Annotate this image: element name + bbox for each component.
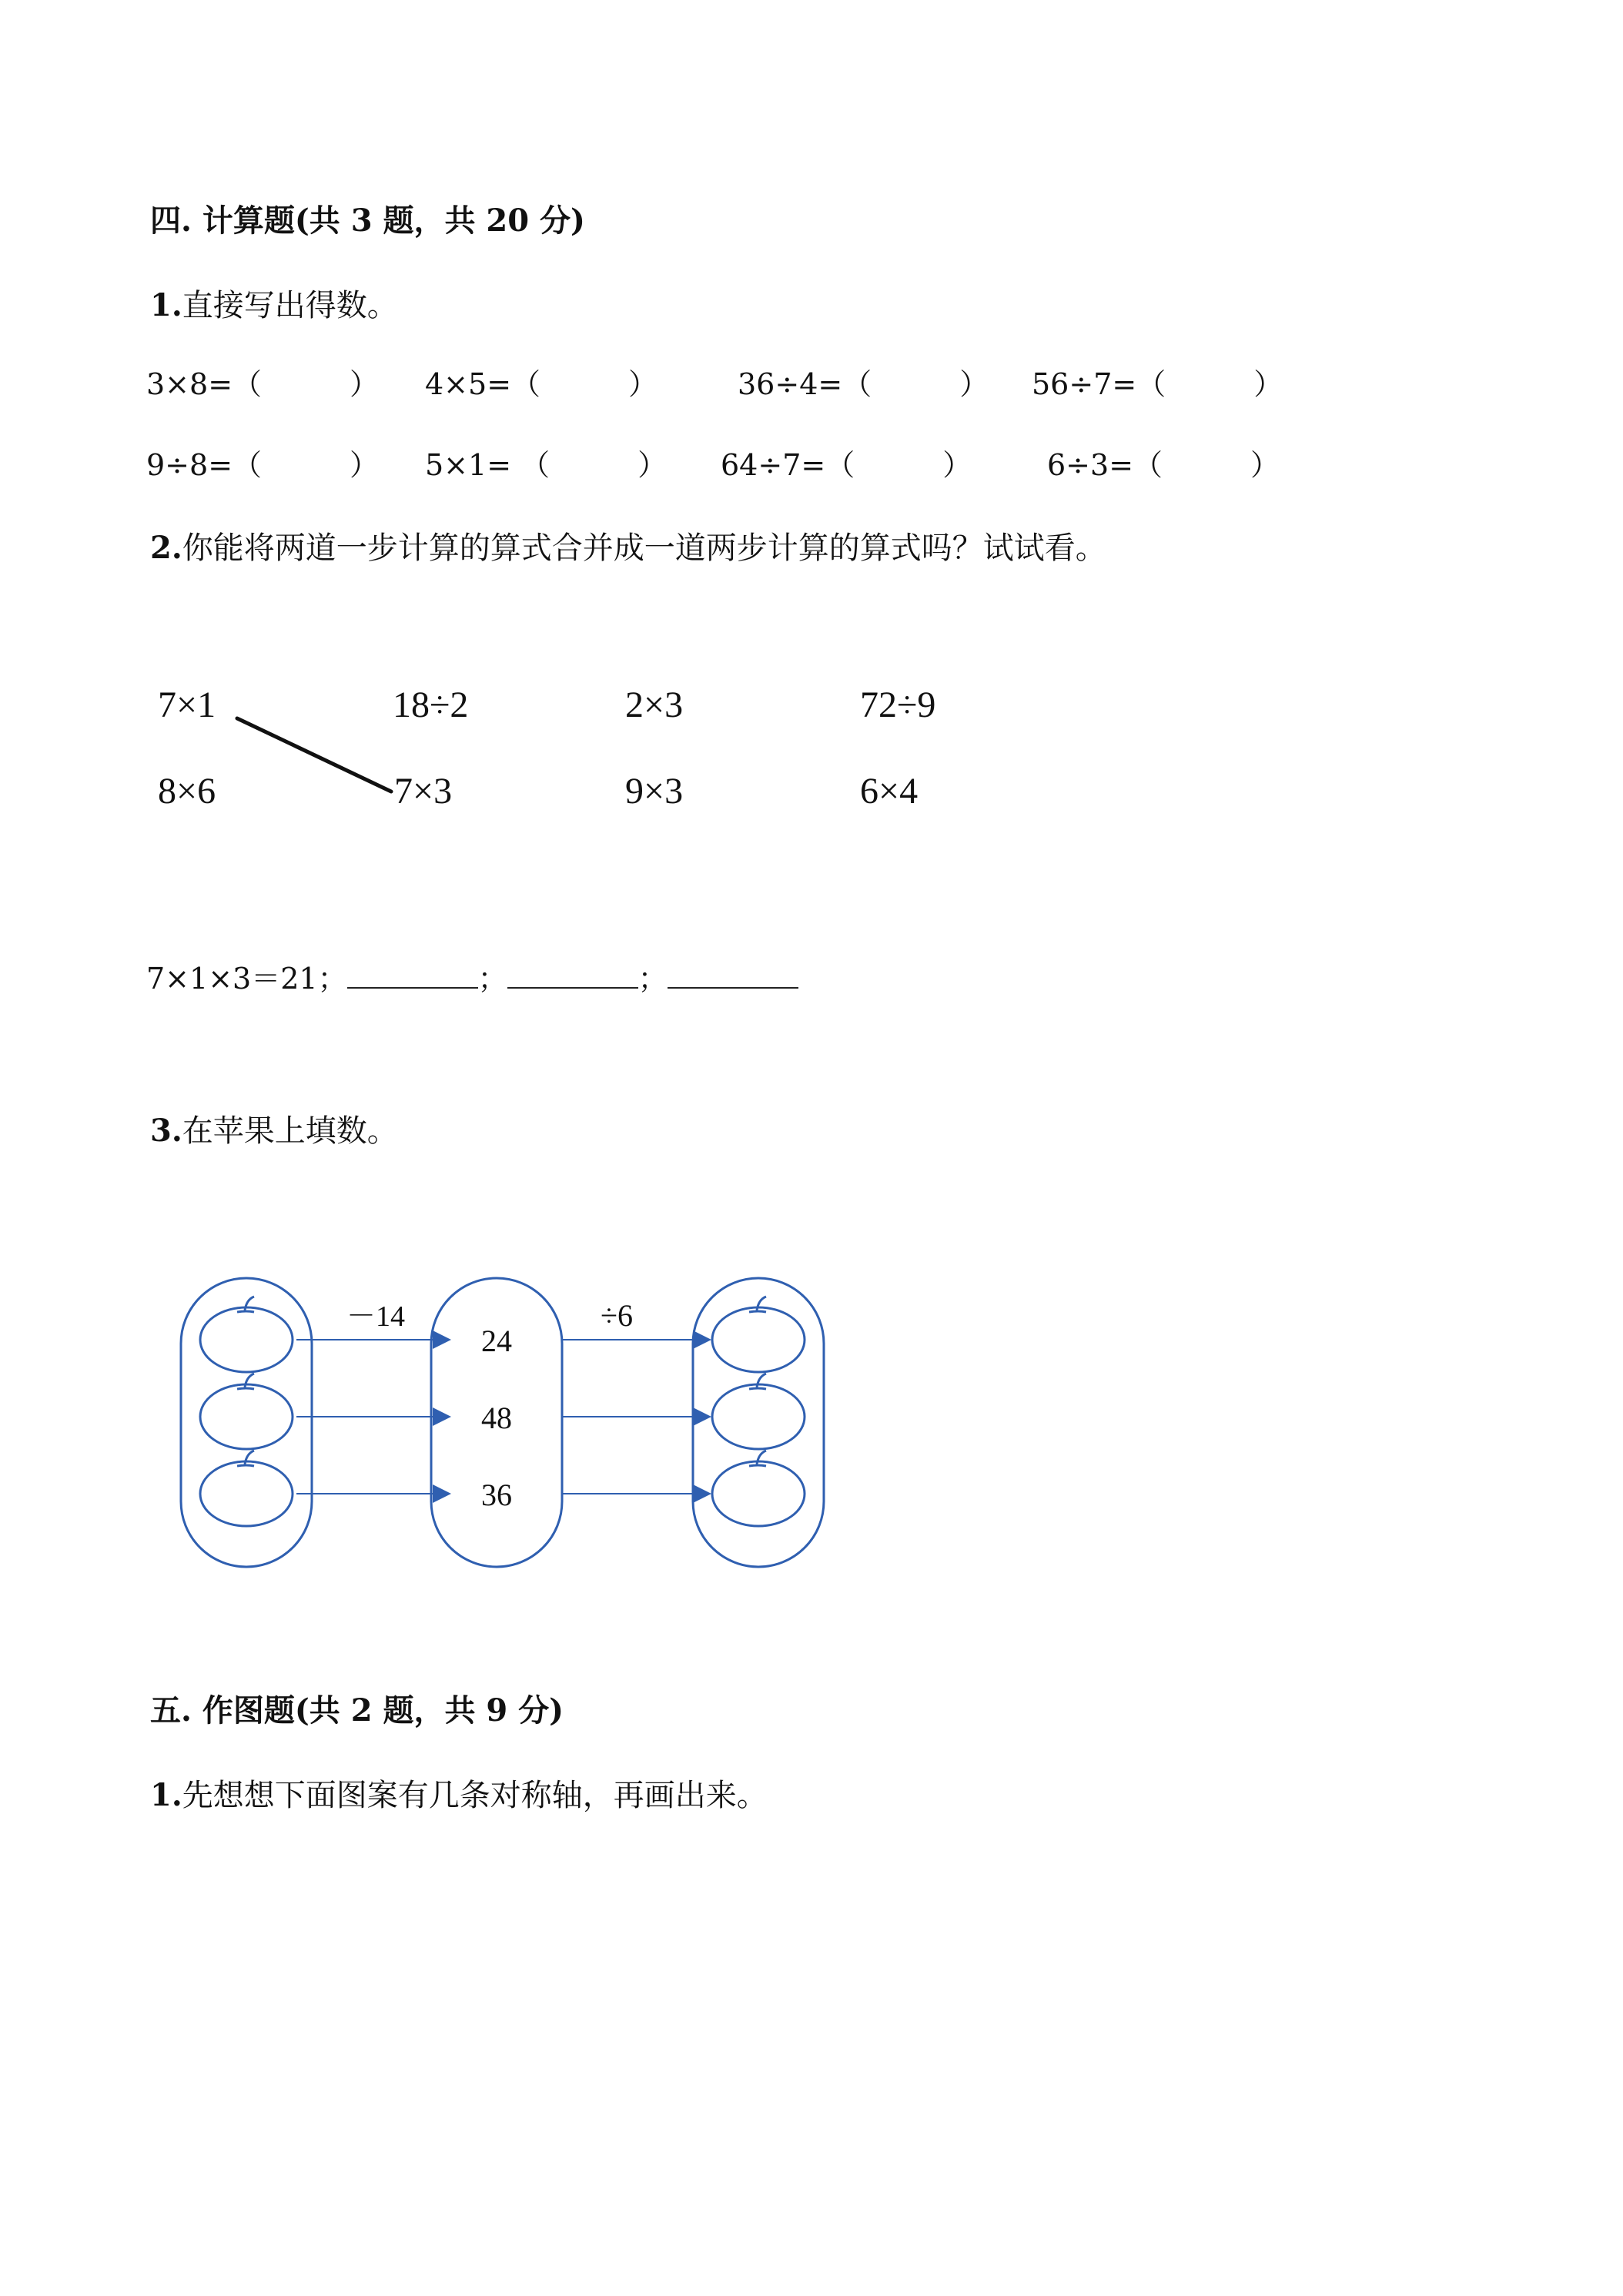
equation: 36÷4=（ ）	[738, 367, 989, 401]
operation-label-left: －14	[346, 1300, 406, 1333]
expression-bottom: 8×6	[158, 771, 216, 812]
question-1-section5	[150, 1771, 768, 1815]
answer-blank[interactable]	[507, 959, 638, 989]
apple-icon[interactable]	[712, 1374, 805, 1449]
answer-separator: ；	[637, 962, 668, 996]
equation: 56÷7=（ ）	[1032, 367, 1283, 401]
equation: 6÷3=（ ）	[1047, 448, 1280, 482]
apple-icon[interactable]	[200, 1374, 293, 1449]
answer-line	[146, 955, 798, 997]
equation: 9÷8=（ ）	[146, 448, 380, 482]
middle-number: 24	[481, 1324, 512, 1358]
middle-number: 48	[481, 1401, 512, 1435]
middle-number: 36	[481, 1478, 512, 1512]
answer-example: 7×1×3＝21；	[146, 962, 347, 996]
apple-diagram	[169, 1263, 862, 1586]
section-five-title: 五. 作图题(共 2 题，共 9 分)	[150, 1692, 564, 1729]
expression-top: 18÷2	[393, 684, 469, 725]
operation-label-right: ÷6	[601, 1298, 633, 1333]
question-number: 2.	[150, 530, 182, 566]
equation: 4×5=（ ）	[425, 367, 658, 401]
section-four-title: 四. 计算题(共 3 题，共 20 分)	[150, 202, 585, 239]
question-number: 1.	[150, 1777, 182, 1813]
expression-top: 7×1	[158, 684, 216, 725]
answer-separator: ；	[477, 962, 507, 996]
expression-top: 72÷9	[860, 684, 936, 725]
question-text: 你能将两道一步计算的算式合并成一道两步计算的算式吗？试试看。	[182, 530, 1106, 566]
question-text: 在苹果上填数。	[182, 1113, 398, 1149]
expression-bottom: 7×3	[394, 771, 453, 812]
question-text: 先想想下面图案有几条对称轴，再画出来。	[182, 1778, 768, 1813]
expression-top: 2×3	[625, 684, 684, 725]
question-number: 1.	[150, 287, 182, 323]
question-text: 直接写出得数。	[182, 288, 398, 323]
question-3	[150, 1106, 398, 1150]
answer-blank[interactable]	[347, 959, 478, 989]
apple-icon[interactable]	[200, 1451, 293, 1526]
equation: 5×1= （ ）	[425, 448, 668, 482]
apple-icon[interactable]	[712, 1297, 805, 1372]
apple-icon[interactable]	[200, 1297, 293, 1372]
question-number: 3.	[150, 1113, 182, 1149]
apple-icon[interactable]	[712, 1451, 805, 1526]
answer-blank[interactable]	[668, 959, 798, 989]
expression-bottom: 6×4	[860, 771, 919, 812]
expression-bottom: 9×3	[625, 771, 684, 812]
connector-line	[0, 0, 1623, 924]
equation: 3×8=（ ）	[146, 367, 380, 401]
equation: 64÷7=（ ）	[721, 448, 972, 482]
